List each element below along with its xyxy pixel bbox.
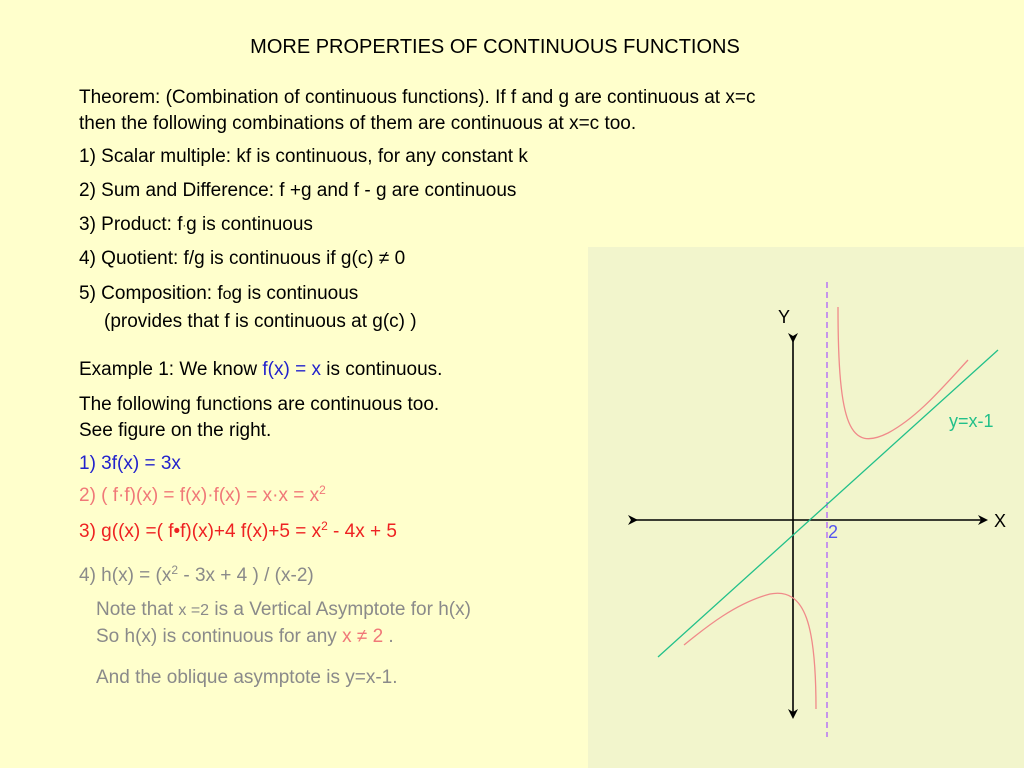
asymptote-note-2-b: .	[383, 626, 394, 647]
y-axis-label: Y	[778, 307, 791, 327]
example-item-3-text-a: 3) g((x) =( f•f)(x)+4 f(x)+5 = x	[79, 521, 322, 542]
example-line-2: The following functions are continuous too.	[79, 394, 440, 415]
example-item-4	[79, 563, 314, 588]
property-sum-difference: 2) Sum and Difference: f +g and f - g are continuous	[79, 180, 517, 201]
example-item-3	[79, 519, 397, 544]
asymptote-note-1-a: Note that	[96, 599, 179, 620]
asymptote-note-2-a: So h(x) is continuous for any	[96, 626, 343, 647]
panel-background	[588, 247, 1024, 768]
asymptote-note-2	[96, 624, 394, 649]
example-item-4-text-b: - 3x + 4 ) / (x-2)	[178, 565, 314, 586]
oblique-asymptote-note: And the oblique asymptote is y=x-1.	[96, 667, 398, 688]
product-text-b: g is continuous	[186, 214, 313, 235]
composition-text-a: 5) Composition: f	[79, 283, 223, 304]
asymptote-value-label: 2	[828, 522, 839, 542]
graph-svg	[588, 247, 1024, 768]
figure-panel	[588, 247, 1024, 768]
asymptote-note-2-x: x ≠ 2	[342, 626, 384, 647]
example-line-3: See figure on the right.	[79, 420, 272, 441]
composition-circle: o	[222, 286, 232, 303]
example-intro-b: is continuous.	[321, 359, 443, 380]
composition-note: (provides that f is continuous at g(c) )	[104, 311, 417, 332]
example-item-2	[79, 483, 326, 508]
example-item-3-text-b: - 4x + 5	[327, 521, 397, 542]
product-dot: ·	[182, 220, 187, 232]
example-intro	[79, 357, 442, 382]
asymptote-note-1-b: is a Vertical Asymptote for h(x)	[209, 599, 471, 620]
page-title: MORE PROPERTIES OF CONTINUOUS FUNCTIONS	[250, 36, 740, 58]
example-intro-a: Example 1: We know	[79, 359, 263, 380]
theorem-line-2: then the following combinations of them are continuous at x=c too.	[79, 113, 637, 134]
example-item-4-exponent: 2	[171, 563, 179, 577]
property-composition	[79, 281, 358, 307]
composition-text-b: g is continuous	[231, 283, 359, 304]
oblique-line-label: y=x-1	[949, 411, 994, 431]
asymptote-note-1	[96, 597, 471, 623]
x-axis-label: X	[994, 511, 1007, 531]
example-fx: f(x) = x	[262, 359, 321, 380]
example-item-2-exponent: 2	[319, 483, 326, 497]
product-text-a: 3) Product: f	[79, 214, 183, 235]
example-item-1: 1) 3f(x) = 3x	[79, 453, 181, 474]
property-quotient: 4) Quotient: f/g is continuous if g(c) ≠ 0	[79, 248, 406, 269]
example-item-2-text: 2) ( f·f)(x) = f(x)·f(x) = x·x = x	[79, 485, 320, 506]
property-scalar-multiple: 1) Scalar multiple: kf is continuous, for any constant k	[79, 146, 528, 167]
asymptote-note-1-x: x =2	[178, 602, 210, 619]
example-item-4-text-a: 4) h(x) = (x	[79, 565, 172, 586]
example-item-3-exponent: 2	[321, 519, 328, 533]
theorem-line-1: Theorem: (Combination of continuous functions). If f and g are continuous at x=c	[79, 87, 756, 108]
property-product	[79, 212, 313, 239]
